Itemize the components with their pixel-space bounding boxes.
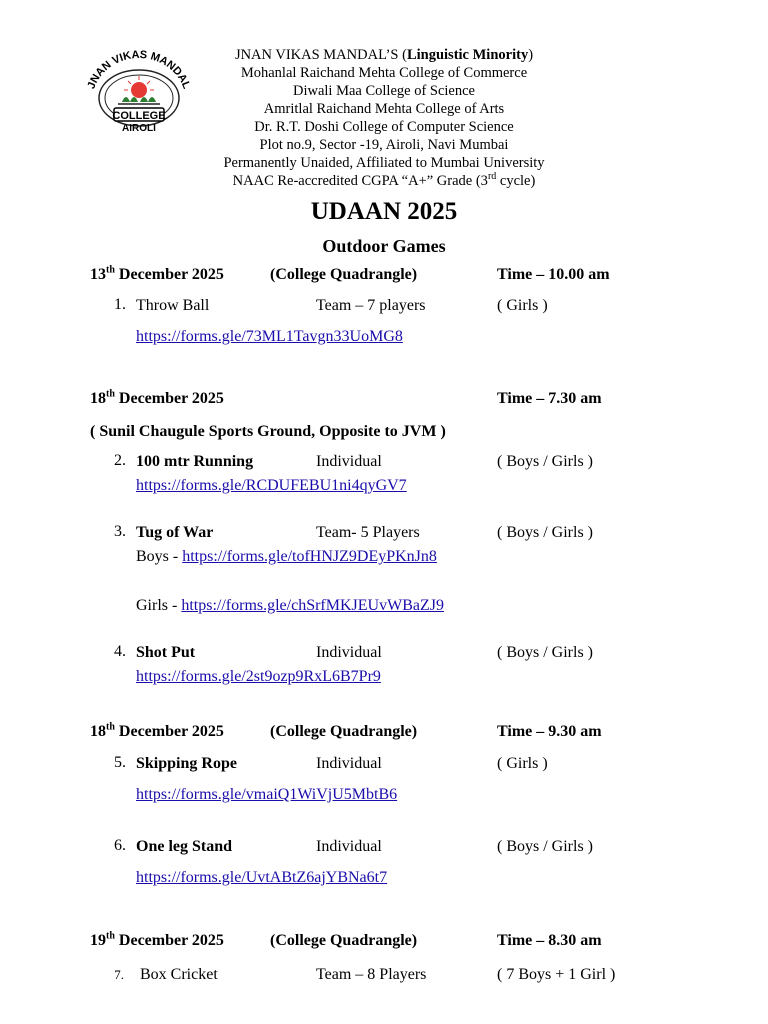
- section-4-venue: (College Quadrangle): [270, 932, 418, 949]
- header-line-2: Diwali Maa College of Science: [293, 83, 475, 99]
- event-5-category: ( Girls ): [497, 755, 548, 772]
- event-6-name: One leg Stand: [136, 838, 233, 855]
- page-subtitle: Outdoor Games: [322, 236, 446, 256]
- logo-arc-text: JNAN VIKAS MANDAL: [85, 48, 193, 91]
- event-3-girls-link[interactable]: https://forms.gle/chSrfMKJEUvWBaZJ9: [181, 597, 444, 614]
- section-1-time: Time – 10.00 am: [497, 266, 610, 283]
- section-2-date: 18th December 2025: [90, 388, 224, 407]
- event-7-type: Team – 8 Players: [316, 966, 427, 983]
- event-6-category: ( Boys / Girls ): [497, 838, 593, 855]
- event-7-name: Box Cricket: [140, 966, 218, 983]
- event-1-type: Team – 7 players: [316, 297, 426, 314]
- event-1-number: 1.: [114, 296, 126, 313]
- event-3-category: ( Boys / Girls ): [497, 524, 593, 541]
- event-7-number: 7.: [114, 967, 124, 982]
- event-3-girls-row: [136, 596, 444, 616]
- event-6-number: 6.: [114, 837, 126, 854]
- event-4-category: ( Boys / Girls ): [497, 644, 593, 661]
- header-line-1: Mohanlal Raichand Mehta College of Commerce: [240, 65, 528, 81]
- event-7-category: ( 7 Boys + 1 Girl ): [497, 966, 616, 983]
- event-3-boys-row: [136, 547, 437, 567]
- section-4-time: Time – 8.30 am: [497, 932, 602, 949]
- event-3-name: Tug of War: [136, 524, 214, 541]
- event-5-type: Individual: [316, 755, 382, 772]
- section-4-date: 19th December 2025: [90, 930, 224, 949]
- event-4-name: Shot Put: [136, 644, 196, 661]
- header-org-line: JNAN VIKAS MANDAL’S (Linguistic Minority): [234, 47, 534, 63]
- event-3-boys-link[interactable]: https://forms.gle/tofHNJZ9DEyPKnJn8: [182, 548, 437, 565]
- header-naac-line: NAAC Re-accredited CGPA “A+” Grade (3rd cycle): [232, 171, 536, 189]
- section-3-time: Time – 9.30 am: [497, 723, 602, 740]
- section-3-date: 18th December 2025: [90, 721, 224, 740]
- section-1-venue: (College Quadrangle): [270, 266, 418, 283]
- page-title: UDAAN 2025: [310, 198, 458, 225]
- header-line-4: Dr. R.T. Doshi College of Computer Science: [254, 119, 514, 135]
- logo-college-text: COLLEGE: [112, 110, 166, 122]
- event-1-form-link[interactable]: https://forms.gle/73ML1Tavgn33UoMG8: [136, 328, 403, 345]
- event-5-form-link[interactable]: https://forms.gle/vmaiQ1WiVjU5MbtB6: [136, 786, 398, 803]
- header-line-3: Amritlal Raichand Mehta College of Arts: [263, 101, 505, 117]
- event-2-category: ( Boys / Girls ): [497, 453, 593, 470]
- header-line-5: Plot no.9, Sector -19, Airoli, Navi Mumbai: [259, 137, 509, 153]
- logo-place-text: AIROLI: [122, 123, 156, 132]
- event-5-name: Skipping Rope: [136, 755, 237, 772]
- section-2-venue: ( Sunil Chaugule Sports Ground, Opposite to JVM ): [90, 423, 446, 440]
- event-3-boys-label: Boys -: [136, 548, 183, 565]
- event-2-name: 100 mtr Running: [136, 453, 254, 470]
- event-3-type: Team- 5 Players: [316, 524, 420, 541]
- event-4-number: 4.: [114, 643, 126, 660]
- event-1-name: Throw Ball: [136, 297, 210, 314]
- section-1-date: 13th December 2025: [90, 264, 224, 283]
- event-2-form-link[interactable]: https://forms.gle/RCDUFEBU1ni4qyGV7: [136, 477, 407, 494]
- event-4-form-link[interactable]: https://forms.gle/2st9ozp9RxL6B7Pr9: [136, 668, 381, 685]
- event-4-type: Individual: [316, 644, 382, 661]
- header-line-6: Permanently Unaided, Affiliated to Mumbai University: [223, 155, 545, 171]
- event-1-category: ( Girls ): [497, 297, 548, 314]
- section-2-time: Time – 7.30 am: [497, 390, 602, 407]
- event-3-girls-label: Girls -: [136, 597, 182, 614]
- event-5-number: 5.: [114, 754, 126, 771]
- section-3-venue: (College Quadrangle): [270, 723, 418, 740]
- event-6-form-link[interactable]: https://forms.gle/UvtABtZ6ajYBNa6t7: [136, 869, 388, 886]
- event-3-number: 3.: [114, 523, 126, 540]
- event-6-type: Individual: [316, 838, 382, 855]
- event-2-type: Individual: [316, 453, 382, 470]
- event-2-number: 2.: [114, 452, 126, 469]
